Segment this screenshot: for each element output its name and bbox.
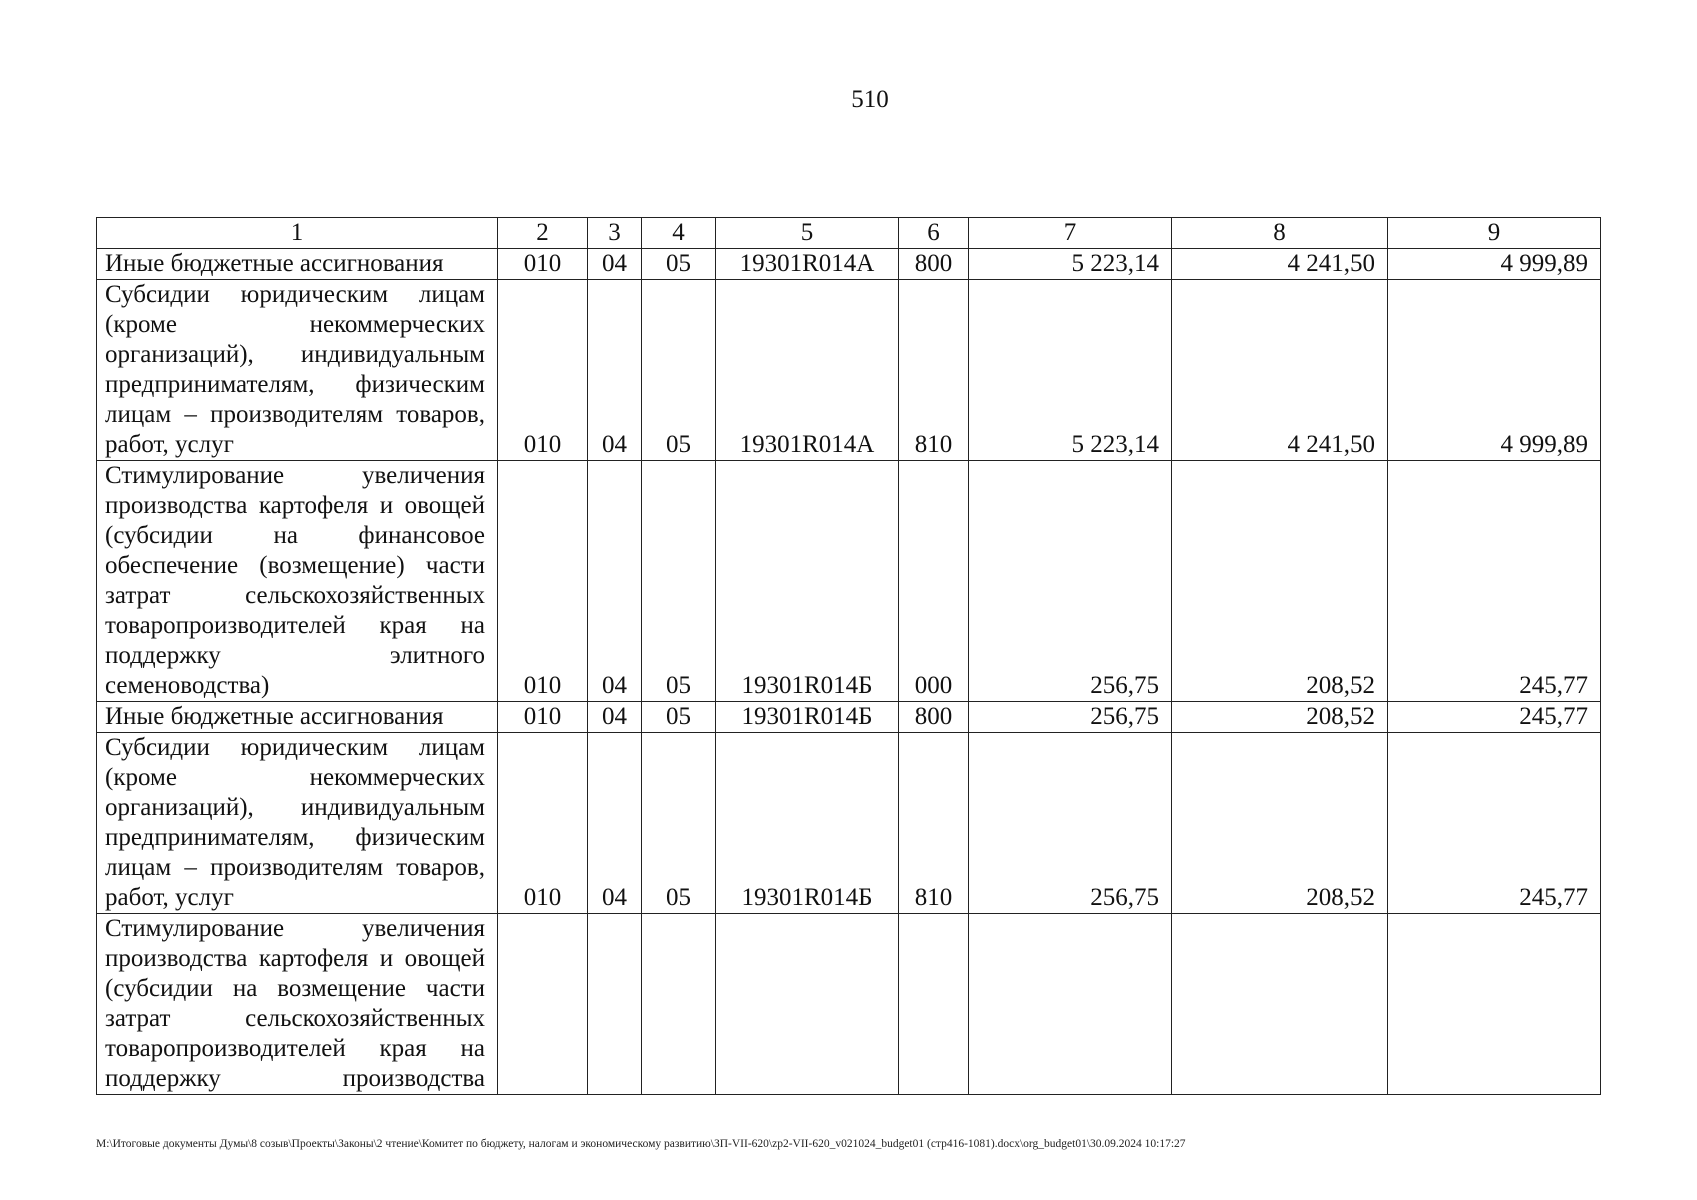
cell-c7: 5 223,14 [969, 280, 1172, 461]
cell-c9: 245,77 [1388, 733, 1601, 914]
column-header: 6 [899, 218, 969, 249]
cell-c2: 010 [498, 733, 588, 914]
cell-c5: 19301R014Б [716, 733, 899, 914]
cell-c8: 208,52 [1172, 461, 1388, 702]
cell-c4: 05 [642, 249, 716, 280]
cell-c2: 010 [498, 249, 588, 280]
cell-c5: 19301R014Б [716, 461, 899, 702]
cell-c7 [969, 914, 1172, 1095]
budget-table [96, 217, 1601, 1095]
column-header: 5 [716, 218, 899, 249]
cell-c4: 05 [642, 280, 716, 461]
cell-c7: 5 223,14 [969, 249, 1172, 280]
cell-c6: 810 [899, 280, 969, 461]
cell-c3: 04 [588, 733, 642, 914]
cell-c4: 05 [642, 461, 716, 702]
cell-c6: 810 [899, 733, 969, 914]
cell-c9: 245,77 [1388, 702, 1601, 733]
cell-c5: 19301R014А [716, 280, 899, 461]
cell-c2: 010 [498, 702, 588, 733]
cell-c4 [642, 914, 716, 1095]
cell-c6 [899, 914, 969, 1095]
cell-c7: 256,75 [969, 461, 1172, 702]
column-header: 2 [498, 218, 588, 249]
column-header: 7 [969, 218, 1172, 249]
row-name: Стимулирование увеличения производства картофеля и овощей (субсидии на финансовое обеспечение (возмещение) части затрат сельскохозяйственных товаропроизводителей края на поддержку элитного семеноводства) [97, 461, 498, 702]
cell-c6: 800 [899, 249, 969, 280]
table-row [97, 914, 1601, 1095]
cell-c8: 4 241,50 [1172, 249, 1388, 280]
column-header: 9 [1388, 218, 1601, 249]
cell-c5 [716, 914, 899, 1095]
cell-c3: 04 [588, 702, 642, 733]
cell-c9 [1388, 914, 1601, 1095]
table-row [97, 249, 1601, 280]
page-number: 510 [851, 86, 889, 113]
row-name: Субсидии юридическим лицам (кроме некоммерческих организаций), индивидуальным предпринимателям, физическим лицам – производителям товаров, работ, услуг [97, 280, 498, 461]
cell-c4: 05 [642, 702, 716, 733]
cell-c7: 256,75 [969, 702, 1172, 733]
row-name: Иные бюджетные ассигнования [97, 249, 498, 280]
cell-c3: 04 [588, 280, 642, 461]
table-header-row [97, 218, 1601, 249]
cell-c8: 208,52 [1172, 733, 1388, 914]
table-row [97, 702, 1601, 733]
cell-c9: 4 999,89 [1388, 249, 1601, 280]
cell-c3: 04 [588, 249, 642, 280]
cell-c2 [498, 914, 588, 1095]
cell-c3: 04 [588, 461, 642, 702]
cell-c9: 4 999,89 [1388, 280, 1601, 461]
cell-c7: 256,75 [969, 733, 1172, 914]
cell-c8 [1172, 914, 1388, 1095]
row-name: Иные бюджетные ассигнования [97, 702, 498, 733]
table-row [97, 461, 1601, 702]
row-name: Стимулирование увеличения производства картофеля и овощей (субсидии на возмещение части затрат сельскохозяйственных товаропроизводителей края на поддержку производства [97, 914, 498, 1095]
cell-c9: 245,77 [1388, 461, 1601, 702]
cell-c2: 010 [498, 461, 588, 702]
table-row [97, 733, 1601, 914]
row-name: Субсидии юридическим лицам (кроме некоммерческих организаций), индивидуальным предпринимателям, физическим лицам – производителям товаров, работ, услуг [97, 733, 498, 914]
file-path-footer: M:\Итоговые документы Думы\8 созыв\Проекты\Законы\2 чтение\Комитет по бюджету, налогам и экономическому развитию\ЗП-VII-620\zp2-VII-620_v021024_budget01 (стр416-1081).docx\org_budget01\30.09.2024 10:17:27 [96, 1138, 1186, 1150]
cell-c5: 19301R014А [716, 249, 899, 280]
cell-c6: 000 [899, 461, 969, 702]
column-header: 1 [97, 218, 498, 249]
cell-c2: 010 [498, 280, 588, 461]
cell-c8: 208,52 [1172, 702, 1388, 733]
cell-c8: 4 241,50 [1172, 280, 1388, 461]
column-header: 8 [1172, 218, 1388, 249]
cell-c4: 05 [642, 733, 716, 914]
cell-c3 [588, 914, 642, 1095]
column-header: 4 [642, 218, 716, 249]
cell-c6: 800 [899, 702, 969, 733]
column-header: 3 [588, 218, 642, 249]
cell-c5: 19301R014Б [716, 702, 899, 733]
table-row [97, 280, 1601, 461]
